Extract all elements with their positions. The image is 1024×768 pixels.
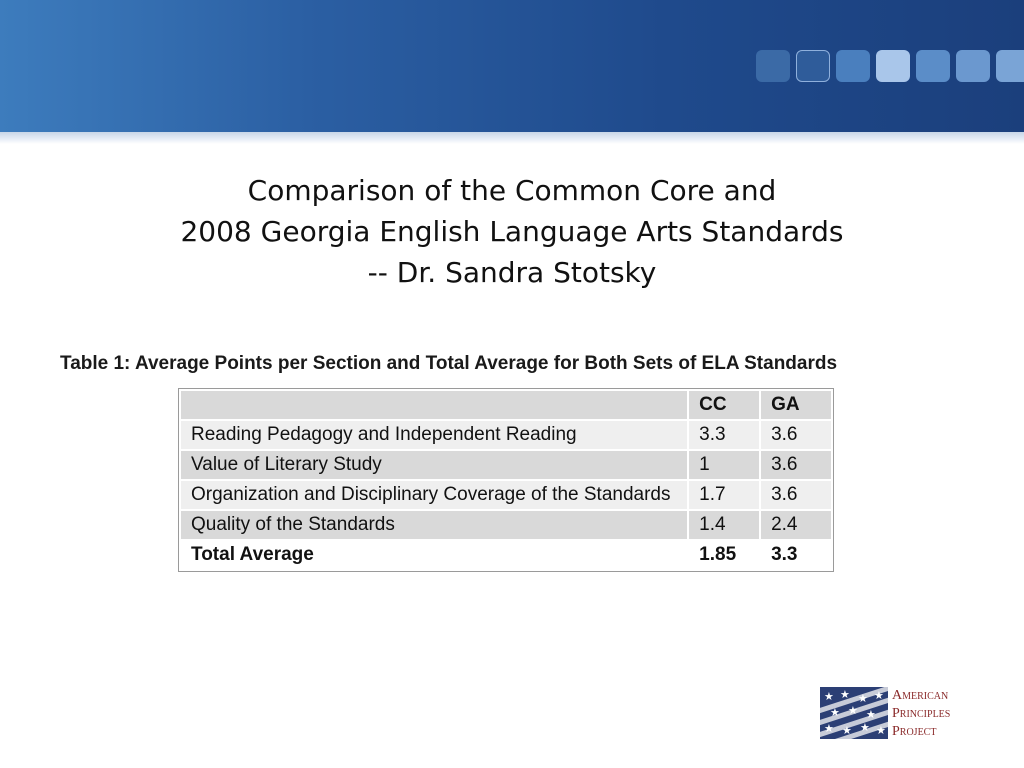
title-line-1: Comparison of the Common Core and <box>247 174 777 207</box>
table-row <box>181 451 831 479</box>
ga-cell: 3.6 <box>761 421 831 449</box>
logo-line-2: Principles <box>892 706 951 721</box>
section-cell: Organization and Disciplinary Coverage of the Standards <box>181 481 687 509</box>
banner-tile-2 <box>796 50 830 82</box>
ga-cell: 2.4 <box>761 511 831 539</box>
cc-cell: 1 <box>689 451 759 479</box>
section-cell: Value of Literary Study <box>181 451 687 479</box>
cc-cell: 1.7 <box>689 481 759 509</box>
title-line-3: -- Dr. Sandra Stotsky <box>367 256 657 289</box>
ga-cell: 3.6 <box>761 481 831 509</box>
cc-cell: 1.4 <box>689 511 759 539</box>
logo-wordmark <box>892 687 950 741</box>
ga-cell: 3.3 <box>761 541 831 569</box>
banner-tile-3 <box>836 50 870 82</box>
logo-line-1: American <box>892 688 949 703</box>
section-cell: Reading Pedagogy and Independent Reading <box>181 421 687 449</box>
logo-line-3: Project <box>892 724 937 739</box>
standards-table <box>178 388 834 572</box>
header-banner <box>0 0 1024 132</box>
banner-tile-5 <box>916 50 950 82</box>
table-caption: Table 1: Average Points per Section and Total Average for Both Sets of ELA Standards <box>60 353 838 374</box>
banner-tile-4 <box>876 50 910 82</box>
header-cell-cc: CC <box>689 391 759 419</box>
banner-tile-1 <box>756 50 790 82</box>
table-row <box>181 511 831 539</box>
flag-icon: ★ ★ ★ ★ ★ ★ ★ ★ ★ ★ ★ <box>820 687 888 739</box>
cc-cell: 3.3 <box>689 421 759 449</box>
ga-cell: 3.6 <box>761 451 831 479</box>
table-row <box>181 421 831 449</box>
title-line-2: 2008 Georgia English Language Arts Standards <box>180 215 844 248</box>
header-cell-section <box>181 391 687 419</box>
banner-tile-7 <box>996 50 1024 82</box>
section-cell: Quality of the Standards <box>181 511 687 539</box>
table-total-row <box>181 541 831 569</box>
cc-cell: 1.85 <box>689 541 759 569</box>
slide-title <box>0 170 1024 293</box>
banner-strip <box>0 132 1024 144</box>
table-row <box>181 481 831 509</box>
header-cell-ga: GA <box>761 391 831 419</box>
banner-tile-6 <box>956 50 990 82</box>
table-header-row <box>181 391 831 419</box>
american-principles-project-logo <box>820 687 980 741</box>
section-cell: Total Average <box>181 541 687 569</box>
